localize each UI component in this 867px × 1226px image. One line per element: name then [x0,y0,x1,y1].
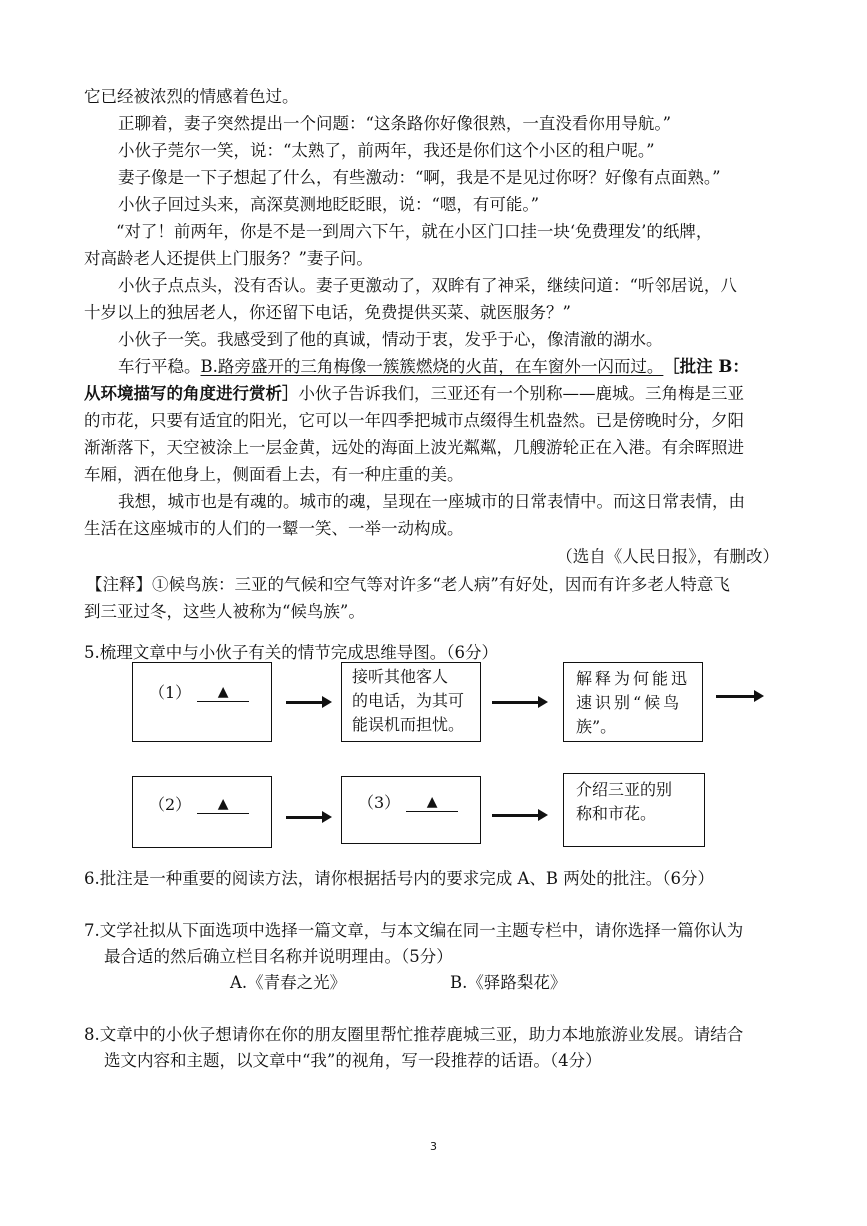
mindmap-box-2-line-3: 能误机而担忧。 [352,715,465,734]
mindmap-box-3-line-1: 解释为何能迅 [576,669,691,688]
mindmap-box-2-line-2: 的电话，为其可 [352,691,465,710]
answer-blank-3[interactable]: ▲ [406,793,458,812]
mindmap-arrow-4 [286,811,332,823]
closing-line-2: 生活在这座城市的人们的一颦一笑、一举一动构成。 [84,519,464,538]
answer-blank-1[interactable]: ▲ [197,683,249,702]
passage-line-3: 小伙子莞尔一笑，说：“太熟了，前两年，我还是你们这个小区的租户呢。” [118,141,655,160]
paragraph-b-line-4: 渐渐落下，天空被涂上一层金黄，远处的海面上波光粼粼，几艘游轮正在入港。有余晖照进 [84,438,744,457]
question-7-option-b[interactable]: B.《驿路梨花》 [450,973,567,992]
paragraph-b-line-1 [118,356,789,378]
closing-line-1: 我想，城市也是有魂的。城市的魂，呈现在一座城市的日常表情中。而这日常表情，由 [118,492,745,511]
paragraph-b-lead: 车行平稳。 [118,357,201,376]
note-line-1: 【注释】①候鸟族：三亚的气候和空气等对许多“老人病”有好处，因而有许多老人特意飞 [86,575,730,594]
passage-line-8: 小伙子点点头，没有否认。妻子更激动了，双眸有了神采，继续问道：“听邻居说，八 [118,276,737,295]
paragraph-b-line-5: 车厢，洒在他身上，侧面看上去，有一种庄重的美。 [84,465,464,484]
mindmap-box-4-number: （2） [149,795,192,814]
annotation-b-requirement: 从环境描写的角度进行赏析］ [84,384,299,403]
source-citation: （选自《人民日报》，有删改） [556,547,779,566]
note-line-2: 到三亚过冬，这些人被称为“候鸟族”。 [84,602,365,621]
mindmap-box-2 [341,662,481,742]
mindmap-box-5 [341,776,481,844]
annotation-b-sentence: B.路旁盛开的三角梅像一簇簇燃烧的火苗，在车窗外一闪而过。 [200,357,664,376]
question-6: 6.批注是一种重要的阅读方法，请你根据括号内的要求完成 A、B 两处的批注。（6分） [84,869,715,888]
passage-line-10: 小伙子一笑。我感受到了他的真诚，情动于衷，发乎于心，像清澈的湖水。 [118,330,663,349]
question-5: 5.梳理文章中与小伙子有关的情节完成思维导图。（6分） [84,643,498,662]
mindmap-arrow-5 [492,809,548,821]
mindmap-box-3-line-2: 速识别“候鸟 [576,693,683,712]
passage-line-5: 小伙子回过头来，高深莫测地眨眨眼，说：“嗯，有可能。” [118,195,540,214]
paragraph-b-text-1: 小伙子告诉我们，三亚还有一个别称——鹿城。三角梅是三亚 [298,384,744,403]
question-7-option-a[interactable]: A.《青春之光》 [230,973,347,992]
paragraph-b-line-2 [84,383,789,405]
question-7-line-1: 7.文学社拟从下面选项中选择一篇文章，与本文编在同一主题专栏中，请你选择一篇你认为 [84,921,744,940]
mindmap-box-4 [132,776,272,848]
passage-line-1: 它已经被浓烈的情感着色过。 [84,87,299,106]
mindmap-box-6-line-1: 介绍三亚的别 [576,780,673,799]
passage-line-9: 十岁以上的独居老人，你还留下电话，免费提供买菜、就医服务？” [84,303,571,322]
passage-line-6: “对了！前两年，你是不是一到周六下午，就在小区门口挂一块‘免费理发’的纸牌， [116,222,713,241]
mindmap-box-5-number: （3） [358,793,401,812]
mindmap-arrow-3 [716,690,764,702]
mindmap-box-1 [132,662,272,742]
mindmap-box-6 [563,773,705,847]
mindmap-box-3-line-3: 族”。 [576,717,617,736]
mindmap-box-3 [563,662,703,742]
mindmap-arrow-1 [286,696,332,708]
question-8-line-1: 8.文章中的小伙子想请你在你的朋友圈里帮忙推荐鹿城三亚，助力本地旅游业发展。请结合 [84,1025,744,1044]
annotation-b-label: ［批注 B： [671,357,749,376]
mindmap-box-1-number: （1） [149,683,192,702]
passage-line-2: 正聊着，妻子突然提出一个问题：“这条路你好像很熟，一直没看你用导航。” [118,114,672,133]
question-7-line-2: 最合适的然后确立栏目名称并说明理由。（5分） [104,947,453,966]
page-number: 3 [430,1140,437,1153]
passage-line-7: 对高龄老人还提供上门服务？”妻子问。 [84,249,373,268]
mindmap-arrow-2 [492,696,548,708]
mindmap-box-2-line-1: 接听其他客人 [352,667,449,686]
question-8-line-2: 选文内容和主题，以文章中“我”的视角，写一段推荐的话语。（4分） [104,1051,602,1070]
paragraph-b-line-3: 的市花，只要有适宜的阳光，它可以一年四季把城市点缀得生机盎然。已是傍晚时分，夕阳 [84,411,744,430]
answer-blank-2[interactable]: ▲ [197,795,249,814]
mindmap-box-6-line-2: 称和市花。 [576,804,657,823]
passage-line-4: 妻子像是一下子想起了什么，有些激动：“啊，我是不是见过你呀？好像有点面熟。” [118,168,721,187]
